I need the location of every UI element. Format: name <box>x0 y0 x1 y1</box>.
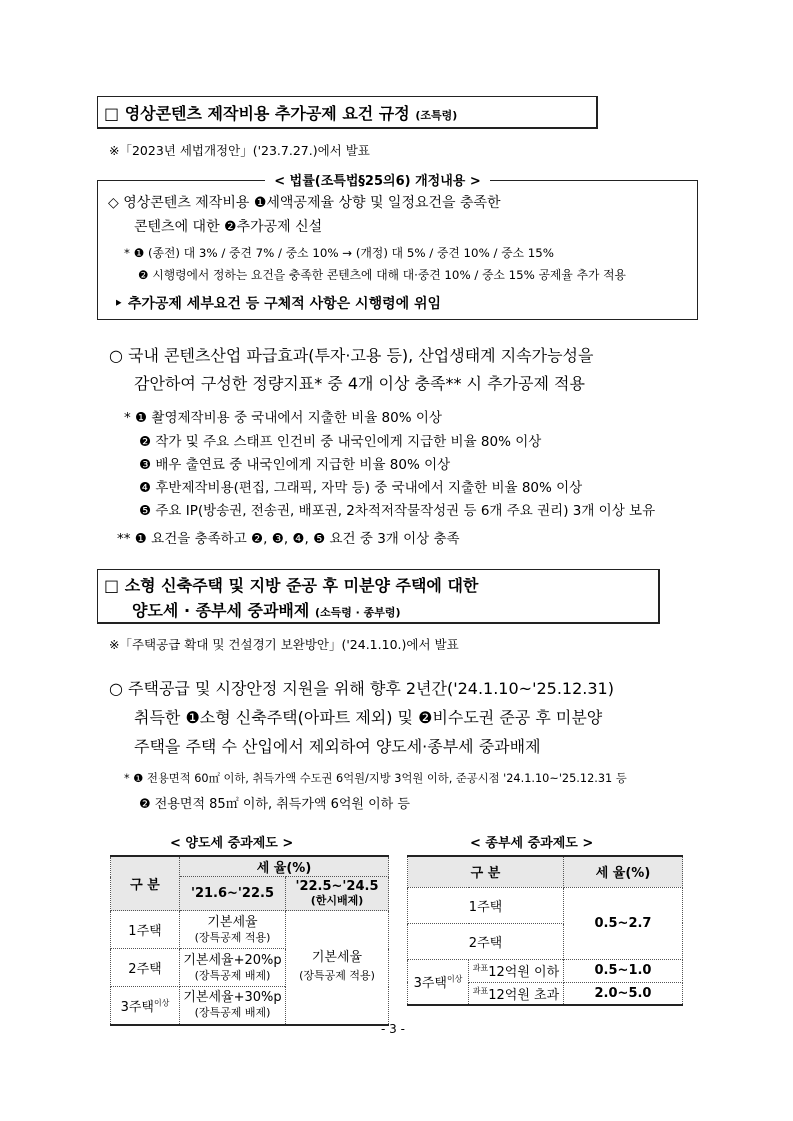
t1-period2-note: (한시배제) <box>310 893 364 907</box>
section1-main-line1: ○ 국내 콘텐츠산업 파급효과(투자·고용 등), 산업생태계 지속가능성을 <box>109 346 594 365</box>
law-box-header: < 법률(조특법§25의6) 개정내용 > <box>265 170 490 189</box>
t1-merged-rate2 <box>286 911 389 1025</box>
t1-row2-rate-note: (장특공제 배제) <box>194 968 271 982</box>
section1-source-note: ※「2023년 세법개정안」('23.7.27.)에서 발표 <box>109 143 370 158</box>
t2-sub2-tag: 과표 <box>472 986 489 996</box>
t1-period2-text: '22.5~'24.5 <box>295 878 379 894</box>
section1-title-tag: (조특령) <box>415 109 458 122</box>
law-box-line1: ◇ 영상콘텐츠 제작비용 ❶세액공제율 상향 및 일정요건을 충족한 <box>108 195 501 211</box>
t2-sub1-rate: 0.5~1.0 <box>564 959 683 982</box>
table-property-tax-caption: < 종부세 중과제도 > <box>470 836 594 851</box>
t1-row2-rate <box>180 949 286 987</box>
t1-row3-label-text: 3주택 <box>120 999 154 1015</box>
t2-sub2-rate: 2.0~5.0 <box>564 982 683 1005</box>
table-row <box>111 911 389 949</box>
section2-title-tag: (소득령 · 종부령) <box>314 606 401 619</box>
law-box-line2: 콘텐츠에 대한 ❷추가공제 신설 <box>134 219 323 235</box>
t1-header-category: 구 분 <box>111 856 180 911</box>
t2-row2-label: 2주택 <box>408 923 564 959</box>
law-box-footnote2: ❷ 시행령에서 정하는 요건을 충족한 콘텐츠에 대해 대·중견 10% / 중소 15% 공제율 추가 적용 <box>138 268 626 282</box>
t1-row1-rate <box>180 911 286 949</box>
t2-header-category: 구 분 <box>408 856 564 887</box>
t2-row3-label-text: 3주택 <box>413 976 447 992</box>
section2-title-line2-text: 양도세 · 종부세 중과배제 <box>132 601 310 620</box>
t1-header-period2 <box>286 877 389 911</box>
criteria-item: ❸ 배우 출연료 중 내국인에게 지급한 비율 80% 이상 <box>139 457 451 473</box>
t1-header-period1: '21.6~'22.5 <box>180 877 286 911</box>
law-box-footnote1: * ❶ (종전) 대 3% / 중견 7% / 중소 10% → (개정) 대 5% / 중견 10% / 중소 15% <box>124 246 555 260</box>
t2-row1-label: 1주택 <box>408 887 564 923</box>
t2-sub1-text: 12억원 이하 <box>488 965 560 980</box>
t1-row3-label-sup: 이상 <box>153 998 170 1008</box>
section2-title-line2 <box>132 598 401 621</box>
t1-row2-rate-text: 기본세율+20%p <box>183 952 282 968</box>
section2-foot2: ❷ 전용면적 85㎡ 이하, 취득가액 6억원 이하 등 <box>139 797 410 812</box>
t1-row1-label: 1주택 <box>111 911 180 949</box>
table-capital-gains <box>110 855 389 1026</box>
section2-main-line2: 취득한 ❶소형 신축주택(아파트 제외) 및 ❷비수도권 준공 후 미분양 <box>134 708 603 727</box>
criteria-item: ❹ 후반제작비용(편집, 그래픽, 자막 등) 중 국내에서 지출한 비율 80% 이상 <box>139 480 583 496</box>
t2-row3-label <box>408 959 469 1005</box>
criteria-item: ❺ 주요 IP(방송권, 전송권, 배포권, 2차적저작물작성권 등 6개 주요 권리) 3개 이상 보유 <box>139 503 656 519</box>
table-capital-gains-caption: < 양도세 중과제도 > <box>170 836 294 851</box>
section2-main-line1: ○ 주택공급 및 시장안정 지원을 위해 향후 2년간('24.1.10~'25.12.31) <box>109 679 614 698</box>
table-row <box>408 959 683 982</box>
t1-row3-rate-note: (장특공제 배제) <box>194 1006 271 1020</box>
t1-row3-rate <box>180 987 286 1025</box>
section1-main-line2: 감안하여 구성한 정량지표* 중 4개 이상 충족** 시 추가공제 적용 <box>134 374 585 393</box>
t2-sub2-label <box>469 982 564 1005</box>
t1-row3-label <box>111 987 180 1025</box>
t1-merged-rate2-note: (장특공제 적용) <box>299 969 375 983</box>
criteria-item: * ❶ 촬영제작비용 중 국내에서 지출한 비율 80% 이상 <box>124 410 442 426</box>
t1-merged-rate2-text: 기본세율 <box>311 950 363 966</box>
section2-foot1: * ❶ 전용면적 60㎡ 이하, 취득가액 수도권 6억원/지방 3억원 이하, 준공시점 '24.1.10~'25.12.31 등 <box>124 772 627 785</box>
t1-row3-rate-text: 기본세율+30%p <box>183 990 282 1006</box>
t1-row1-rate-text: 기본세율 <box>207 914 258 930</box>
t2-sub1-label <box>469 959 564 982</box>
t2-header-rate: 세 율(%) <box>564 856 683 887</box>
section1-title-text: □ 영상콘텐츠 제작비용 추가공제 요건 규정 <box>104 104 410 123</box>
table-property-tax <box>407 855 683 1006</box>
section1-title <box>104 101 457 124</box>
section2-source-note: ※「주택공급 확대 및 건설경기 보완방안」('24.1.10.)에서 발표 <box>109 637 459 652</box>
t2-row3-label-sup: 이상 <box>446 974 463 984</box>
law-box-delegation: ‣ 추가공제 세부요건 등 구체적 사항은 시행령에 위임 <box>114 296 442 312</box>
t1-row2-label: 2주택 <box>111 949 180 987</box>
requirement-line: ** ❶ 요건을 충족하고 ❷, ❸, ❹, ❺ 요건 중 3개 이상 충족 <box>117 531 460 547</box>
t2-sub2-text: 12억원 초과 <box>488 987 560 1003</box>
section2-main-line3: 주택을 주택 수 산입에서 제외하여 양도세·종부세 중과배제 <box>134 737 541 756</box>
t2-sub1-tag: 과표 <box>472 963 489 973</box>
criteria-item: ❷ 작가 및 주요 스태프 인건비 중 내국인에게 지급한 비율 80% 이상 <box>139 434 542 450</box>
page-number: - 3 - <box>381 1022 405 1036</box>
t1-header-rate: 세 율(%) <box>180 856 389 877</box>
table-row <box>408 887 683 923</box>
t1-row1-rate-note: (장특공제 적용) <box>194 930 271 944</box>
section2-title-line1: □ 소형 신축주택 및 지방 준공 후 미분양 주택에 대한 <box>104 576 479 595</box>
t2-merged-rate: 0.5~2.7 <box>564 887 683 959</box>
